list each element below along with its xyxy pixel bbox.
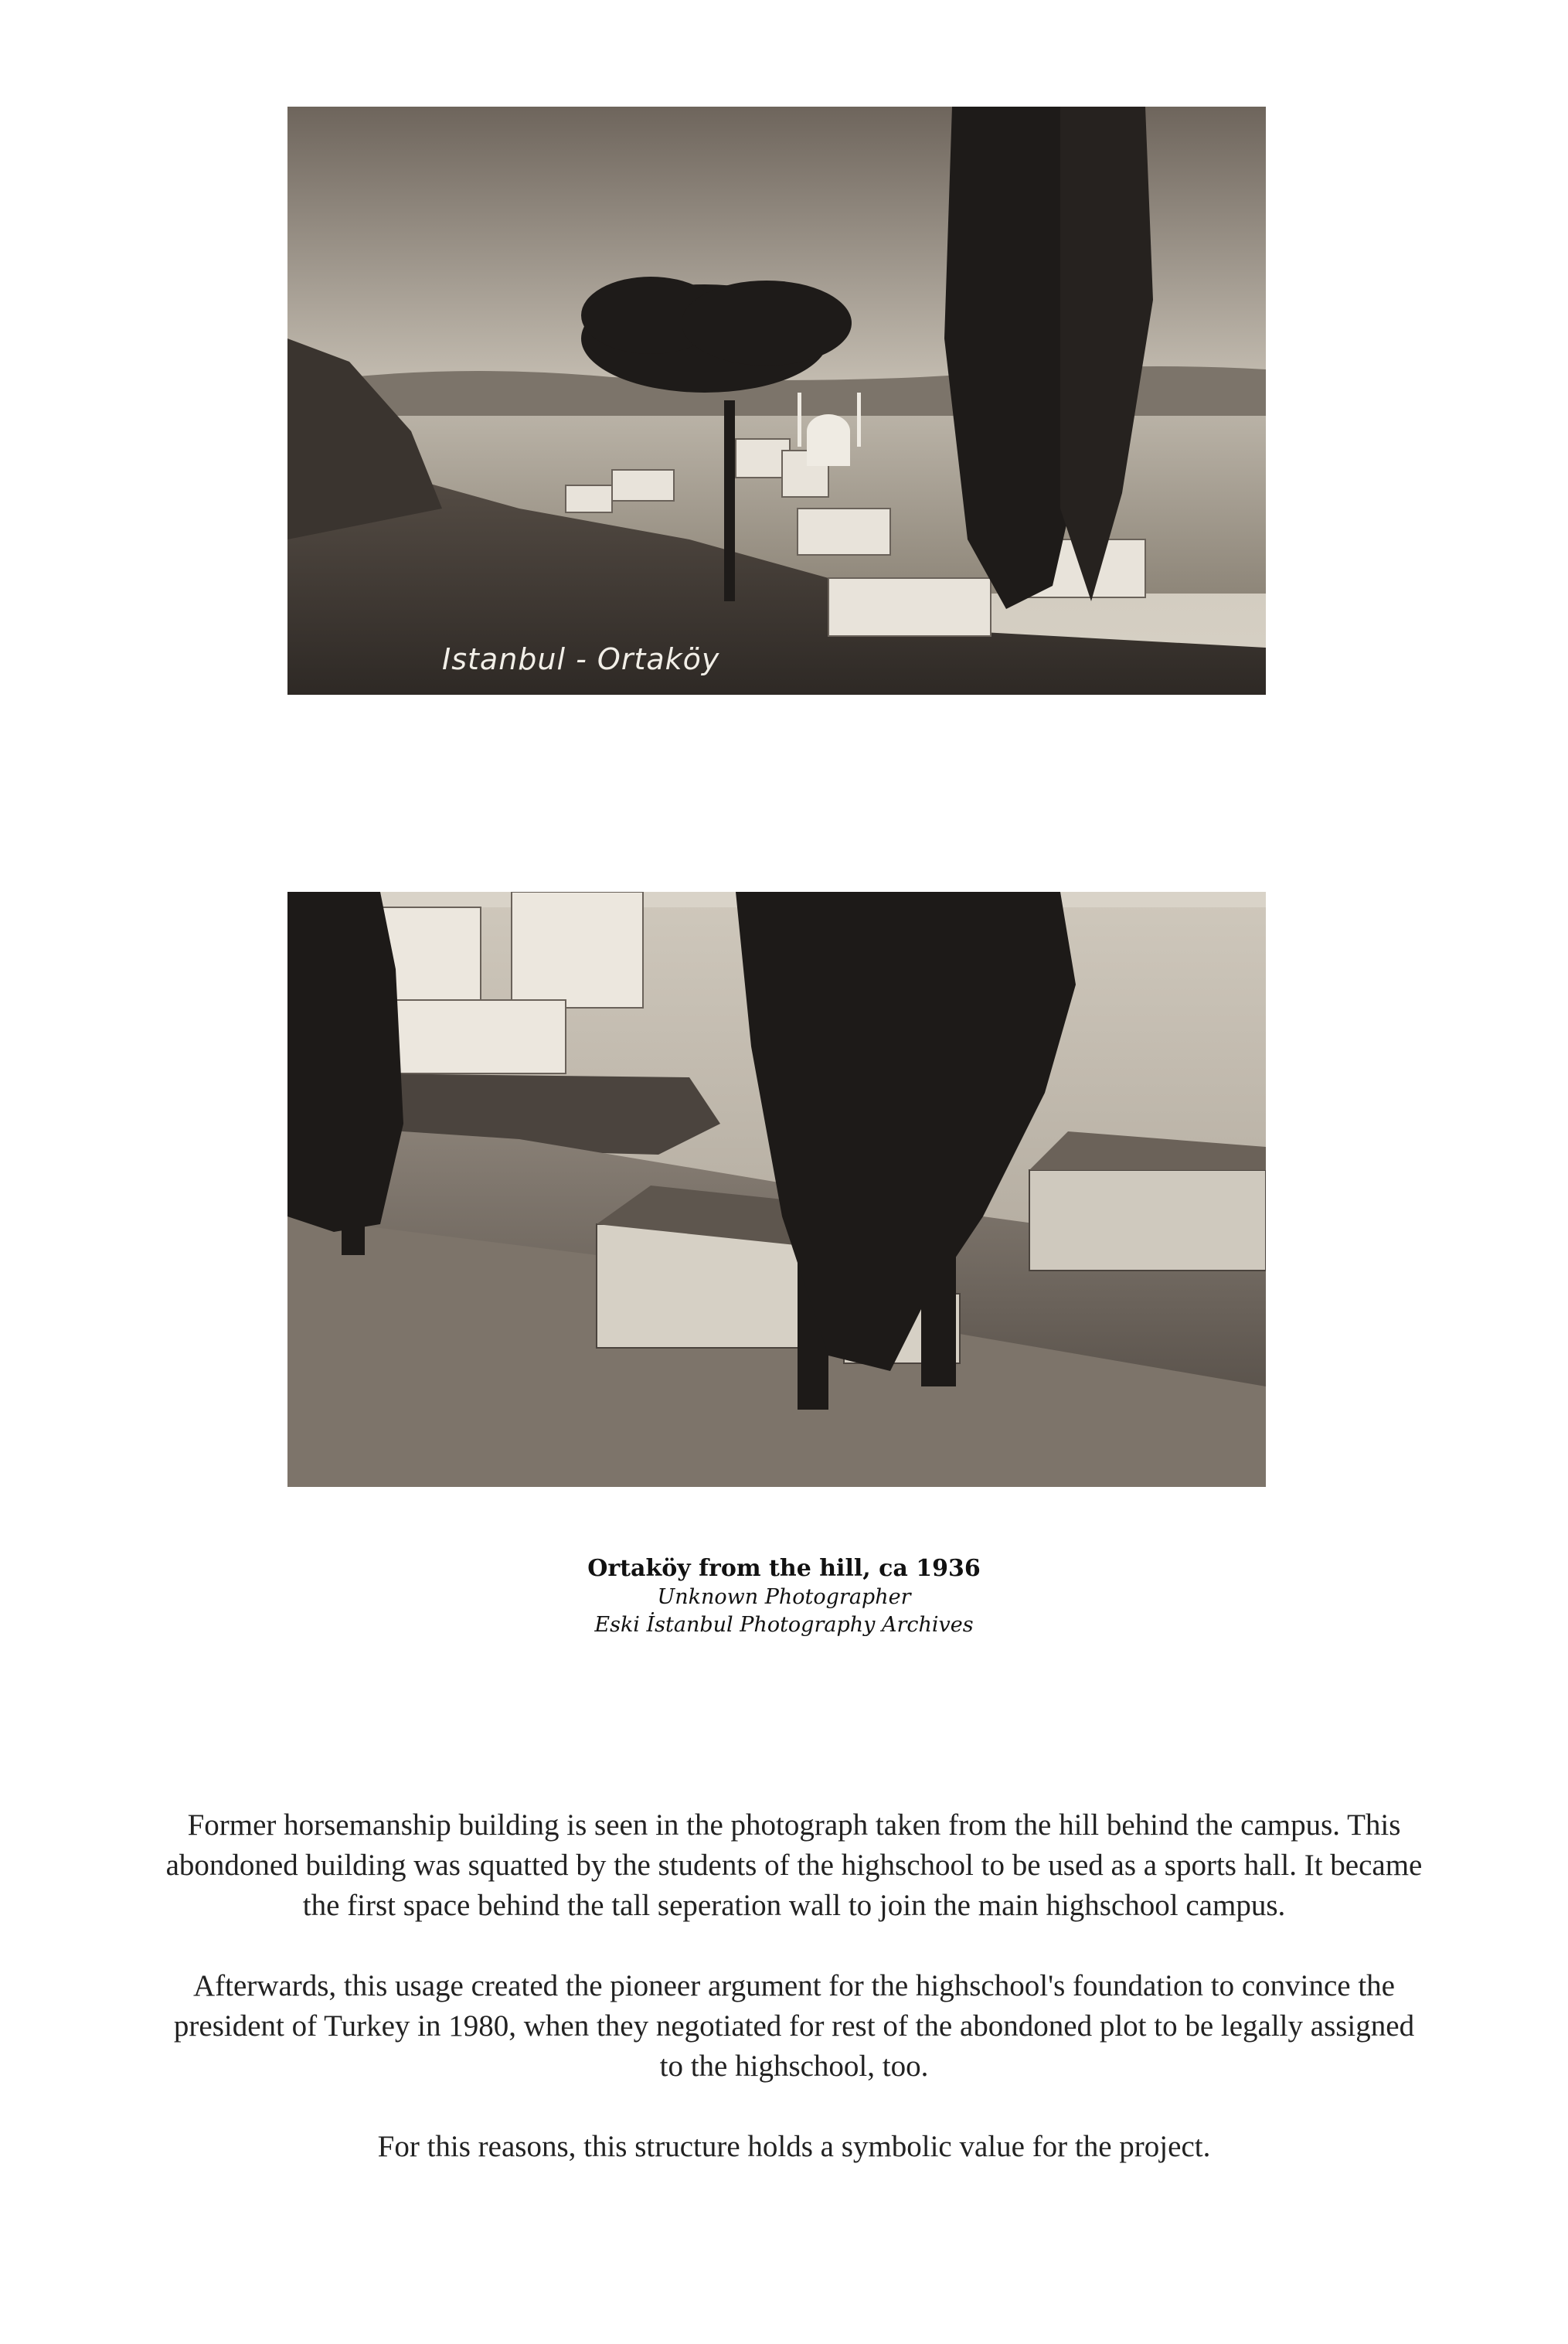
photo-stamp-text: Istanbul - Ortaköy (442, 642, 720, 676)
body-text (162, 1805, 1426, 2207)
ortakoy-landscape-image (287, 107, 1266, 695)
caption-title: Ortaköy from the hill, ca 1936 (587, 1555, 981, 1582)
ortakoy-photo-top (287, 107, 1266, 695)
paragraph-1: Former horsemanship building is seen in the photograph taken from the hill behind the campus. This abondoned building was squatted by the students of the highschool to be used as a sports hall. It became the first space behind the tall seperation wall to join the main highschool campus. (165, 1808, 1423, 1922)
caption-archive: Eski İstanbul Photography Archives (594, 1613, 974, 1637)
paragraph-3: For this reasons, this structure holds a symbolic value for the project. (377, 2130, 1211, 2163)
ortakoy-closeup-image (287, 892, 1266, 1487)
paragraph-2: Afterwards, this usage created the pioneer argument for the highschool's foundation to convince the president of Turkey in 1980, when they negotiated for rest of the abondoned plot to be legally assigned to the highschool, too. (173, 1969, 1415, 2083)
photo-caption (0, 1555, 1568, 1639)
caption-photographer: Unknown Photographer (657, 1585, 911, 1609)
ortakoy-photo-bottom (287, 892, 1266, 1487)
